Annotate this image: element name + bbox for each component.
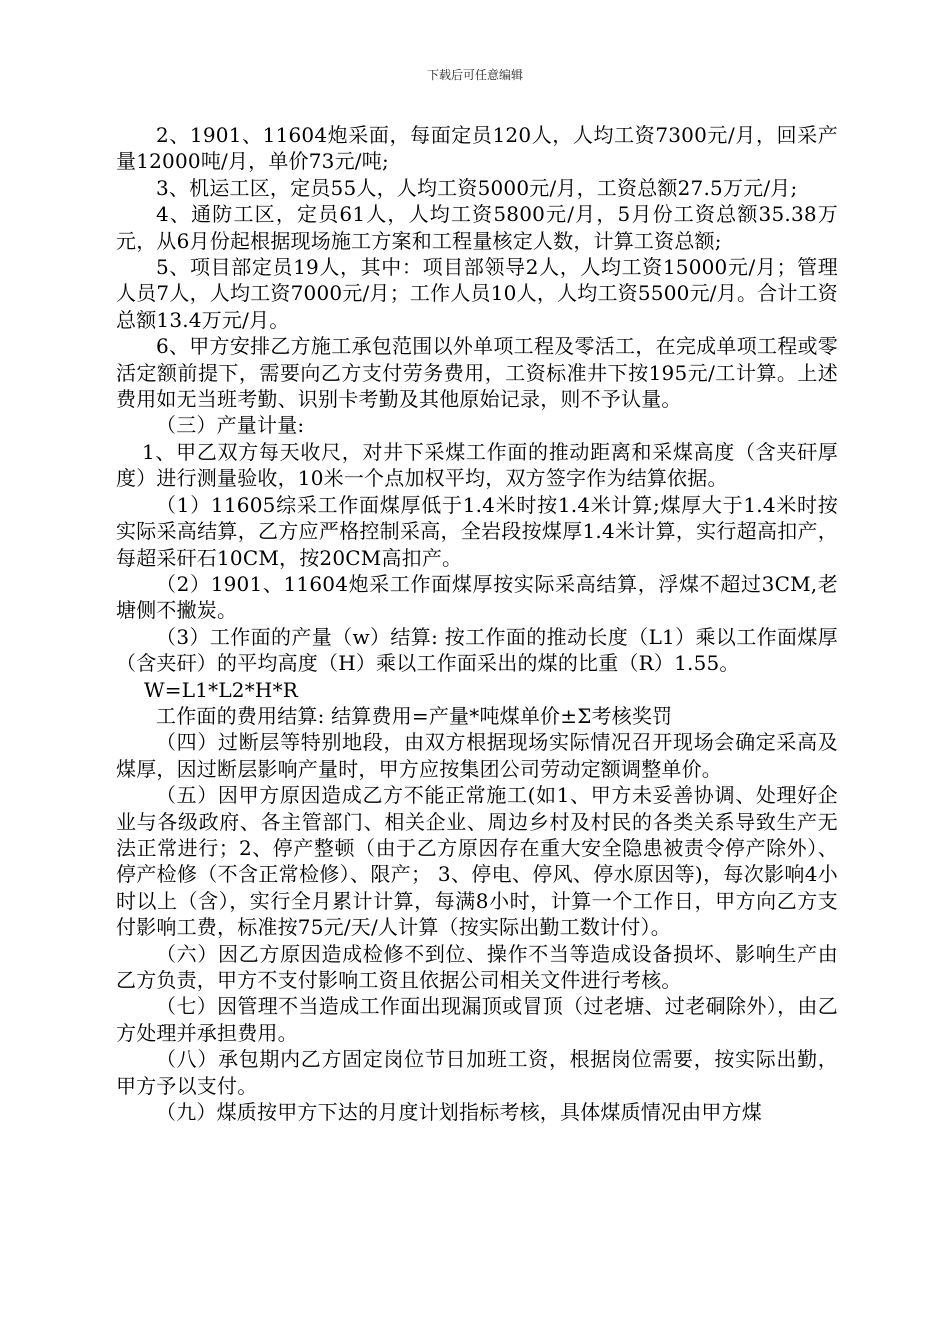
paragraph-item-2: 2、1901、11604炮采面，每面定员120人，人均工资7300元/月，回采产量12000吨/月，单价73元/吨; [116, 123, 838, 174]
section-5: （五）因甲方原因造成乙方不能正常施工(如1、甲方未妥善协调、处理好企业与各级政府、各主管部门、相关企业、周边乡村及村民的各类关系导致生产无法正常进行；2、停产整顿（由于乙方原因存在重大安全隐患被责令停产除外）、停产检修（不含正常检修）、限产； 3、停电、停风、停水原因等)，每次影响4小时以上（含），实行全月累计计算，每满8小时，计算一个工作日，甲方向乙方支付影响工费，标准按75元/天/人计算（按实际出勤工数计付）。 [116, 783, 838, 940]
formula-line: W=L1*L2*H*R [144, 677, 299, 702]
section-6: （六）因乙方原因造成检修不到位、操作不当等造成设备损坏、影响生产由乙方负责，甲方不支付影响工资且依据公司相关文件进行考核。 [116, 941, 838, 992]
paragraph-sub-1: （1）11605综采工作面煤厚低于1.4米时按1.4米计算;煤厚大于1.4米时按实际采高结算，乙方应严格控制采高，全岩段按煤厚1.4米计算，实行超高扣产，每超采矸石10CM，按20CM高扣产。 [116, 492, 838, 570]
paragraph-sub-2: （2）1901、11604炮采工作面煤厚按实际采高结算，浮煤不超过3CM,老塘侧不撇炭。 [116, 571, 838, 623]
paragraph-measurement: 1、甲乙双方每天收尺，对井下采煤工作面的推动距离和采煤高度（含夹矸厚度）进行测量验收，10米一个点加权平均，双方签字作为结算依据。 [116, 439, 838, 491]
page-header: 下载后可任意编辑 [426, 68, 523, 82]
paragraph-cost-settlement: 工作面的费用结算: 结算费用=产量*吨煤单价±Σ考核奖罚 [156, 703, 673, 728]
paragraph-item-3: 3、机运工区，定员55人，人均工资5000元/月，工资总额27.5万元/月; [156, 175, 798, 200]
section-4: （四）过断层等特别地段，由双方根据现场实际情况召开现场会确定采高及煤厚，因过断层影响产量时，甲方应按集团公司劳动定额调整单价。 [116, 730, 838, 781]
document-body [116, 122, 838, 1125]
section-heading-3: （三）产量计量: [156, 413, 305, 438]
paragraph-item-6: 6、甲方安排乙方施工承包范围以外单项工程及零活工，在完成单项工程或零活定额前提下，需要向乙方支付劳务费用，工资标准井下按195元/工计算。上述费用如无当班考勤、识别卡考勤及其他原始记录，则不予认量。 [116, 334, 838, 412]
paragraph-sub-3: （3）工作面的产量（w）结算: 按工作面的推动长度（L1）乘以工作面煤厚（含夹矸）的平均高度（H）乘以工作面采出的煤的比重（R）1.55。 [116, 624, 838, 676]
paragraph-item-5: 5、项目部定员19人，其中：项目部领导2人，人均工资15000元/月；管理人员7人，人均工资7000元/月；工作人员10人，人均工资5500元/月。合计工资总额13.4万元/月。 [116, 255, 838, 332]
section-9: （九）煤质按甲方下达的月度计划指标考核，具体煤质情况由甲方煤 [156, 1100, 762, 1125]
paragraph-item-4: 4、通防工区，定员61人，人均工资5800元/月，5月份工资总额35.38万元，从6月份起根据现场施工方案和工程量核定人数，计算工资总额; [116, 202, 838, 253]
section-7: （七）因管理不当造成工作面出现漏顶或冒顶（过老塘、过老硐除外），由乙方处理并承担费用。 [116, 994, 838, 1045]
section-8: （八）承包期内乙方固定岗位节日加班工资，根据岗位需要，按实际出勤，甲方予以支付。 [116, 1047, 838, 1098]
